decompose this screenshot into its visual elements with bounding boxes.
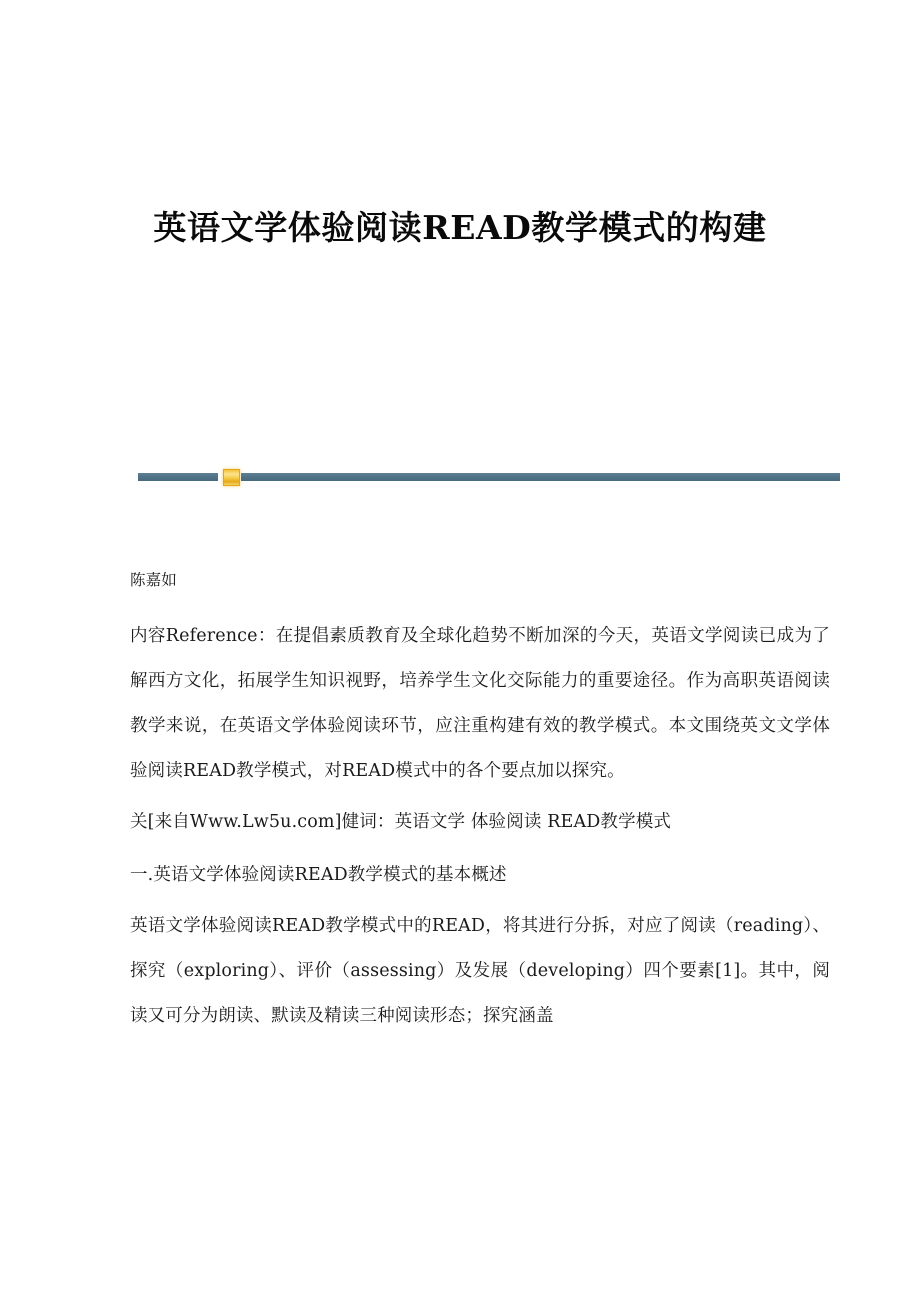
section-body-paragraph: 英语文学体验阅读READ教学模式中的READ，将其进行分拆，对应了阅读（reading）、探究（exploring）、评价（assessing）及发展（developing）四个要素[1]。其中，阅读又可分为朗读、默读及精读三种阅读形态；探究涵盖: [130, 916, 830, 1026]
decorative-divider: [138, 468, 840, 486]
title-block: [138, 196, 782, 259]
section-heading: 一.英语文学体验阅读READ教学模式的基本概述: [130, 865, 507, 885]
author-name: 陈嘉如: [130, 571, 177, 589]
keywords-line: 关[来自Www.Lw5u.com]健词：英语文学 体验阅读 READ教学模式: [130, 812, 672, 832]
document-body: [130, 560, 830, 1045]
gold-square-ornament-icon: [223, 469, 240, 486]
page-title: 英语文学体验阅读READ教学模式的构建: [153, 208, 767, 247]
divider-bar-right: [241, 473, 840, 481]
divider-bar-left: [138, 473, 218, 481]
abstract-paragraph: 内容Reference：在提倡素质教育及全球化趋势不断加深的今天，英语文学阅读已成为了解西方文化，拓展学生知识视野，培养学生文化交际能力的重要途径。作为高职英语阅读教学来说，在英语文学体验阅读环节，应注重构建有效的教学模式。本文围绕英文文学体验阅读READ教学模式，对READ模式中的各个要点加以探究。: [130, 626, 830, 781]
